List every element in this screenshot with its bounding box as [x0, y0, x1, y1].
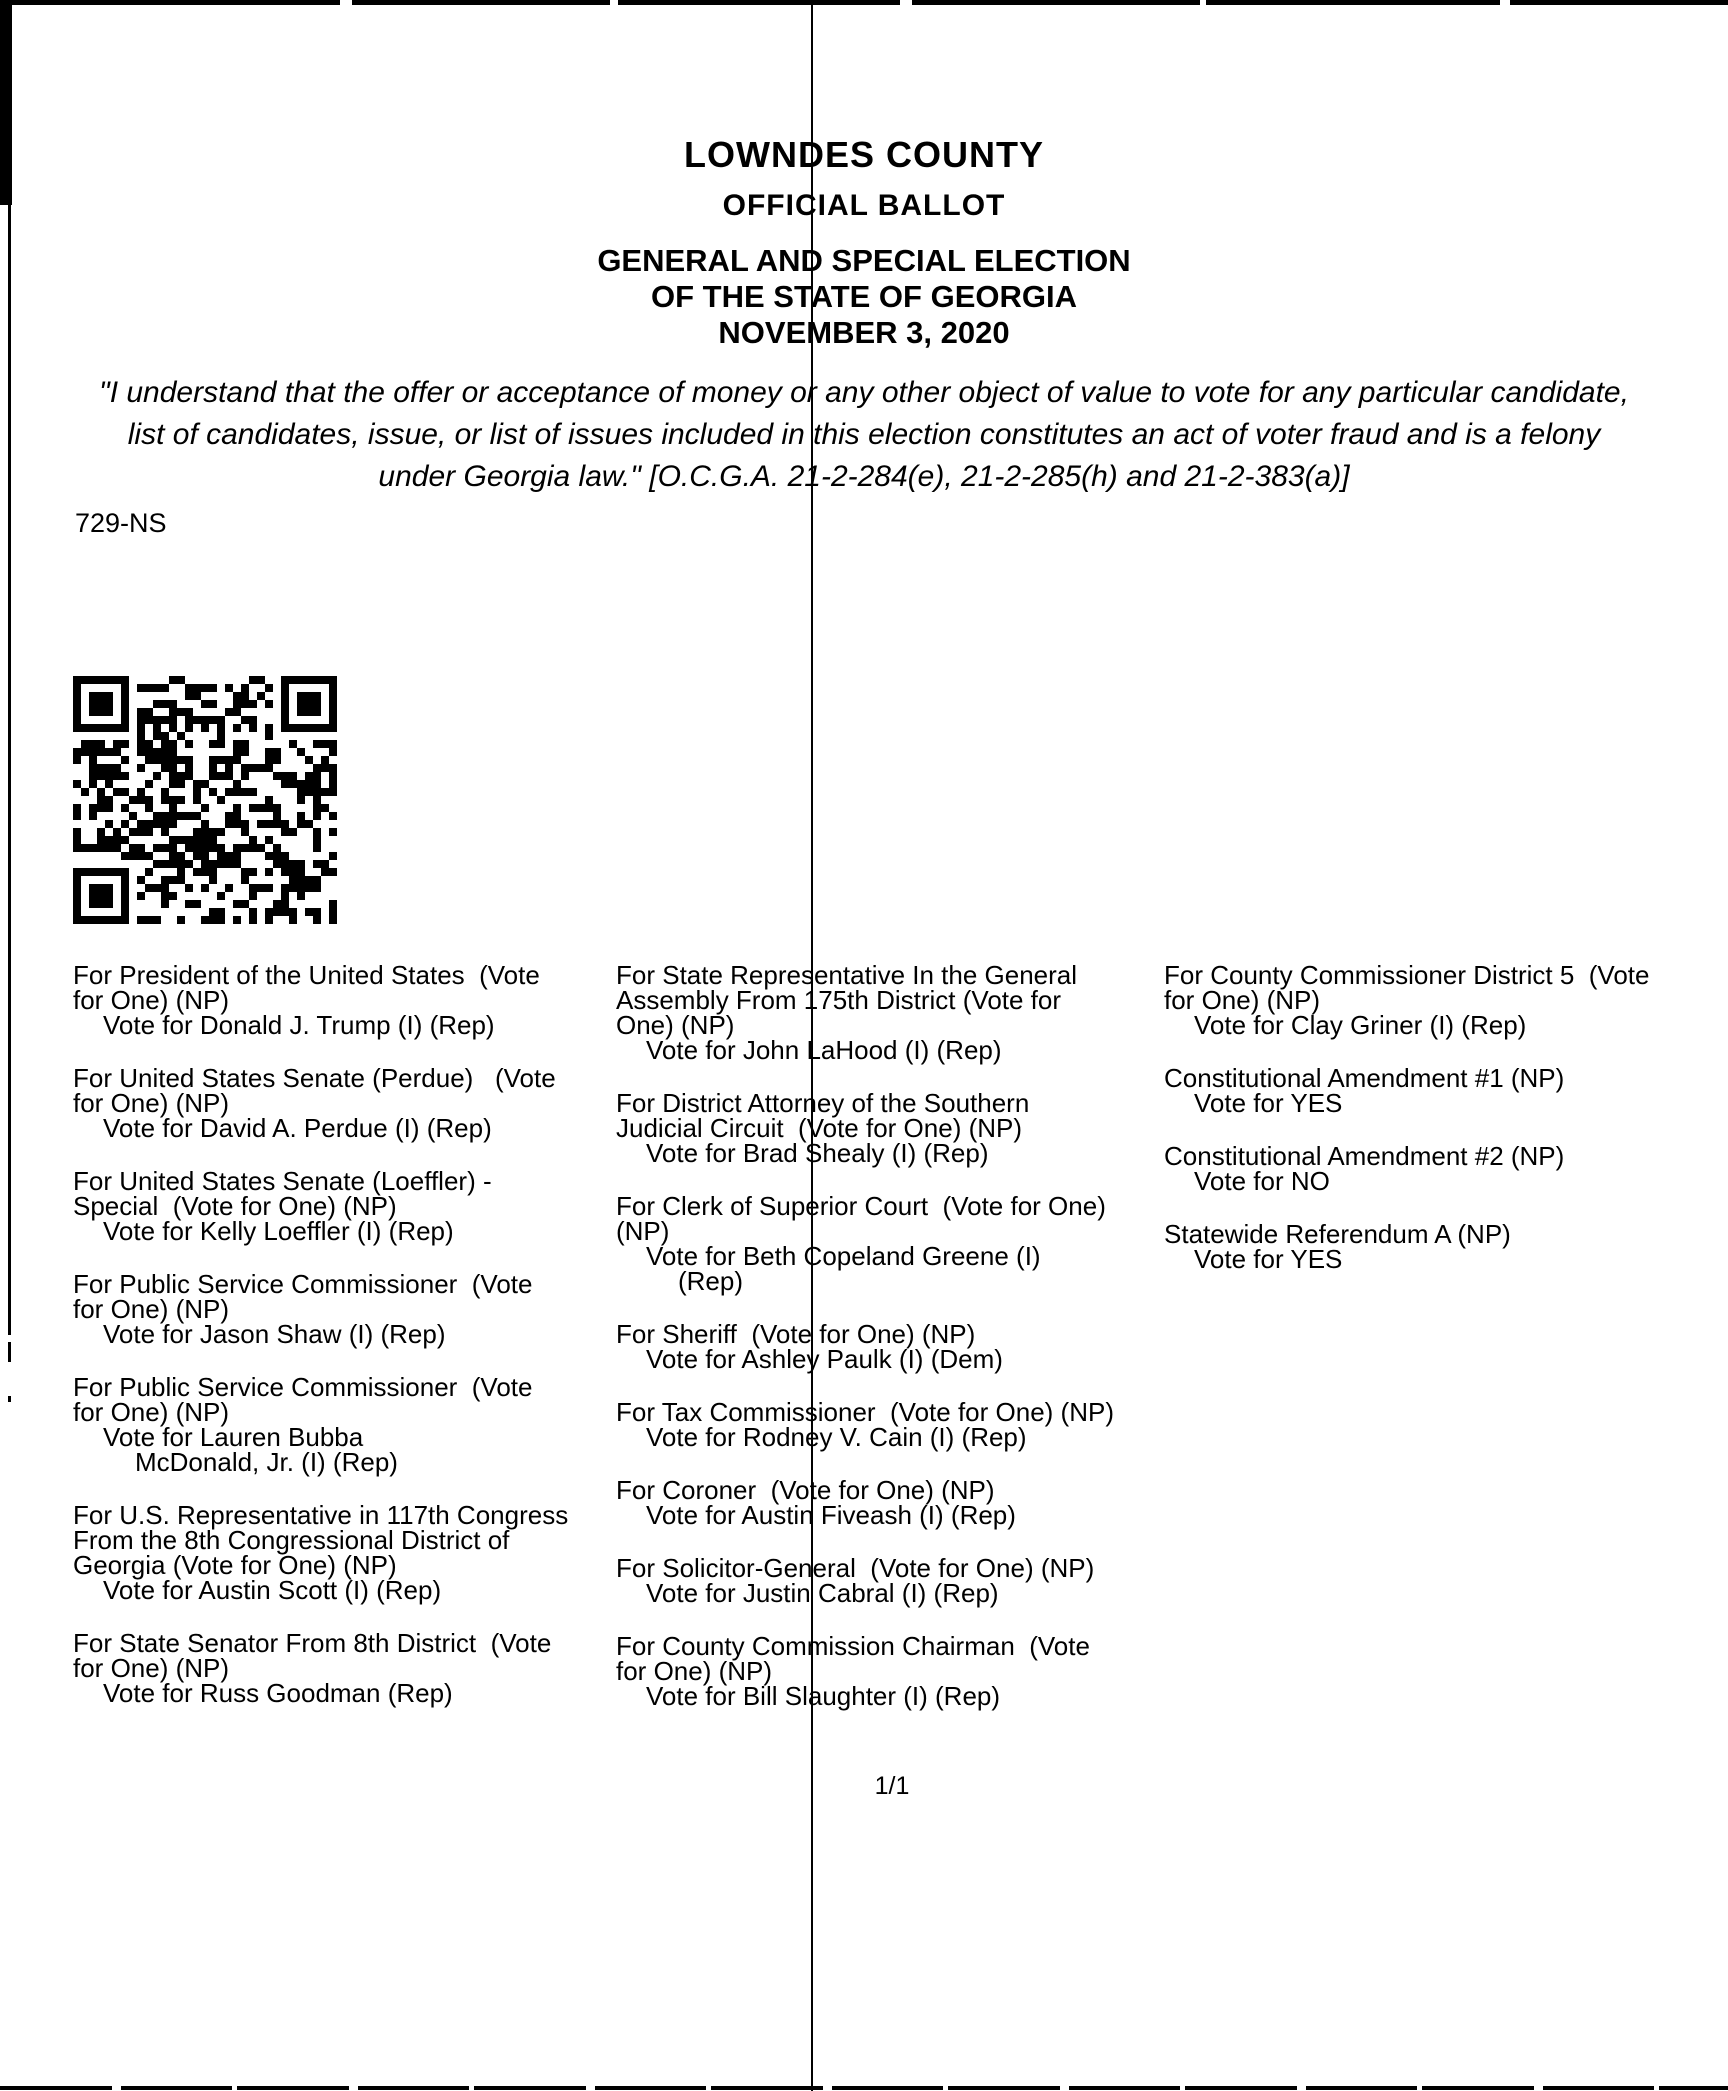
vote-selection-line: Vote for Kelly Loeffler (I) (Rep) — [103, 1216, 454, 1246]
vote-selection-line: Vote for Beth Copeland Greene (I) — [646, 1241, 1041, 1271]
voter-fraud-disclaimer — [0, 372, 1728, 498]
contest-title-line: (NP) — [616, 1216, 670, 1246]
left-edge-line-dot — [8, 1396, 11, 1402]
vote-selection-line: Vote for YES — [1194, 1244, 1343, 1274]
contest-title-line: Statewide Referendum A (NP) — [1164, 1219, 1511, 1249]
contest-title-line: Judicial Circuit (Vote for One) (NP) — [616, 1113, 1023, 1143]
contest-title-line: For Public Service Commissioner (Vote — [73, 1269, 533, 1299]
contest-title-line: For United States Senate (Perdue) (Vote — [73, 1063, 556, 1093]
contest — [1164, 1063, 1724, 1118]
contest-title-line: For County Commissioner District 5 (Vote — [1164, 960, 1650, 990]
vote-selection-line: Vote for Bill Slaughter (I) (Rep) — [646, 1681, 1001, 1711]
vote-selection-line: Vote for Justin Cabral (I) (Rep) — [646, 1578, 999, 1608]
county-title: LOWNDES COUNTY — [684, 134, 1044, 175]
election-title-line2: OF THE STATE OF GEORGIA — [651, 279, 1077, 314]
contest — [616, 1088, 1161, 1168]
contest — [1164, 1141, 1724, 1196]
vote-selection-line: Vote for Brad Shealy (I) (Rep) — [646, 1138, 989, 1168]
contest — [73, 1628, 613, 1708]
contest-title-line: for One) (NP) — [1164, 985, 1321, 1015]
contest-title-line: for One) (NP) — [73, 1294, 230, 1324]
contest-title-line: for One) (NP) — [73, 1397, 230, 1427]
contest — [616, 1631, 1161, 1711]
contest-title-line: For State Senator From 8th District (Vote — [73, 1628, 552, 1658]
contest-title-line: Georgia (Vote for One) (NP) — [73, 1550, 397, 1580]
contest-title-line: For Coroner (Vote for One) (NP) — [616, 1475, 995, 1505]
contest-title-line: One) (NP) — [616, 1010, 735, 1040]
disclaimer-line: "I understand that the offer or acceptance of money or any other object of value to vote for any particular candidate, — [99, 376, 1629, 409]
contest — [616, 960, 1161, 1065]
contest — [1164, 960, 1724, 1040]
contest-title-line: For District Attorney of the Southern — [616, 1088, 1030, 1118]
left-edge-line-dash — [8, 1342, 11, 1362]
contest-title-line: For U.S. Representative in 117th Congress — [73, 1500, 569, 1530]
contest-title-line: For County Commission Chairman (Vote — [616, 1631, 1090, 1661]
contest-title-line: Constitutional Amendment #2 (NP) — [1164, 1141, 1565, 1171]
contest — [73, 1063, 613, 1143]
ballot-style-number: 729-NS — [75, 508, 167, 538]
contest-title-line: For State Representative In the General — [616, 960, 1078, 990]
contest — [73, 1166, 613, 1246]
ballot-column-2 — [616, 960, 1161, 1737]
vote-selection-line: Vote for John LaHood (I) (Rep) — [646, 1035, 1002, 1065]
qr-code — [73, 676, 337, 924]
contest-title-line: Constitutional Amendment #1 (NP) — [1164, 1063, 1565, 1093]
vote-selection-line: Vote for NO — [1194, 1166, 1330, 1196]
contest-title-line: Special (Vote for One) (NP) — [73, 1191, 397, 1221]
election-title-line1: GENERAL AND SPECIAL ELECTION — [597, 243, 1131, 278]
contest-title-line: For Tax Commissioner (Vote for One) (NP) — [616, 1397, 1114, 1427]
contest-title-line: For Clerk of Superior Court (Vote for One) — [616, 1191, 1106, 1221]
contest-title-line: For Sheriff (Vote for One) (NP) — [616, 1319, 976, 1349]
contest-title-line: For Public Service Commissioner (Vote — [73, 1372, 533, 1402]
disclaimer-line: under Georgia law." [O.C.G.A. 21-2-284(e), 21-2-285(h) and 21-2-383(a)] — [378, 460, 1350, 493]
page-number: 1/1 — [874, 1772, 910, 1800]
ballot-column-1 — [73, 960, 613, 1734]
vote-selection-line: Vote for Donald J. Trump (I) (Rep) — [103, 1010, 495, 1040]
contest-title-line: for One) (NP) — [73, 1088, 230, 1118]
contest-title-line: From the 8th Congressional District of — [73, 1525, 510, 1555]
contest-title-line: for One) (NP) — [73, 1653, 230, 1683]
vote-selection-line: Vote for Austin Fiveash (I) (Rep) — [646, 1500, 1016, 1530]
contest-title-line: For Solicitor-General (Vote for One) (NP) — [616, 1553, 1095, 1583]
vote-selection-line: Vote for Rodney V. Cain (I) (Rep) — [646, 1422, 1027, 1452]
ballot-column-3 — [1164, 960, 1724, 1300]
vote-selection-line: McDonald, Jr. (I) (Rep) — [135, 1447, 398, 1477]
contest — [73, 960, 613, 1040]
vote-selection-line: Vote for Lauren Bubba — [103, 1422, 364, 1452]
contest — [616, 1319, 1161, 1374]
contest — [1164, 1219, 1724, 1274]
contest-title-line: For President of the United States (Vote — [73, 960, 540, 990]
vote-selection-line: Vote for Jason Shaw (I) (Rep) — [103, 1319, 446, 1349]
top-edge-line — [0, 0, 1728, 5]
vote-selection-line: Vote for Clay Griner (I) (Rep) — [1194, 1010, 1527, 1040]
vote-selection-line: Vote for Austin Scott (I) (Rep) — [103, 1575, 442, 1605]
official-ballot-title: OFFICIAL BALLOT — [722, 189, 1006, 222]
vote-selection-line: Vote for YES — [1194, 1088, 1343, 1118]
bottom-edge-line — [0, 2086, 1728, 2090]
contest — [73, 1500, 613, 1605]
contest-title-line: For United States Senate (Loeffler) - — [73, 1166, 492, 1196]
contest-title-line: Assembly From 175th District (Vote for — [616, 985, 1062, 1015]
vote-selection-line: (Rep) — [678, 1266, 744, 1296]
contest — [616, 1553, 1161, 1608]
election-date: NOVEMBER 3, 2020 — [718, 315, 1010, 350]
vote-selection-line: Vote for David A. Perdue (I) (Rep) — [103, 1113, 492, 1143]
contest — [73, 1372, 613, 1477]
vote-selection-line: Vote for Ashley Paulk (I) (Dem) — [646, 1344, 1003, 1374]
disclaimer-line: list of candidates, issue, or list of issues included in this election constitutes an act of voter fraud and is a felony — [127, 418, 1601, 451]
contest-title-line: for One) (NP) — [73, 985, 230, 1015]
contest — [616, 1397, 1161, 1452]
contest — [73, 1269, 613, 1349]
vote-selection-line: Vote for Russ Goodman (Rep) — [103, 1678, 453, 1708]
contest — [616, 1475, 1161, 1530]
contest — [616, 1191, 1161, 1296]
contest-title-line: for One) (NP) — [616, 1656, 773, 1686]
